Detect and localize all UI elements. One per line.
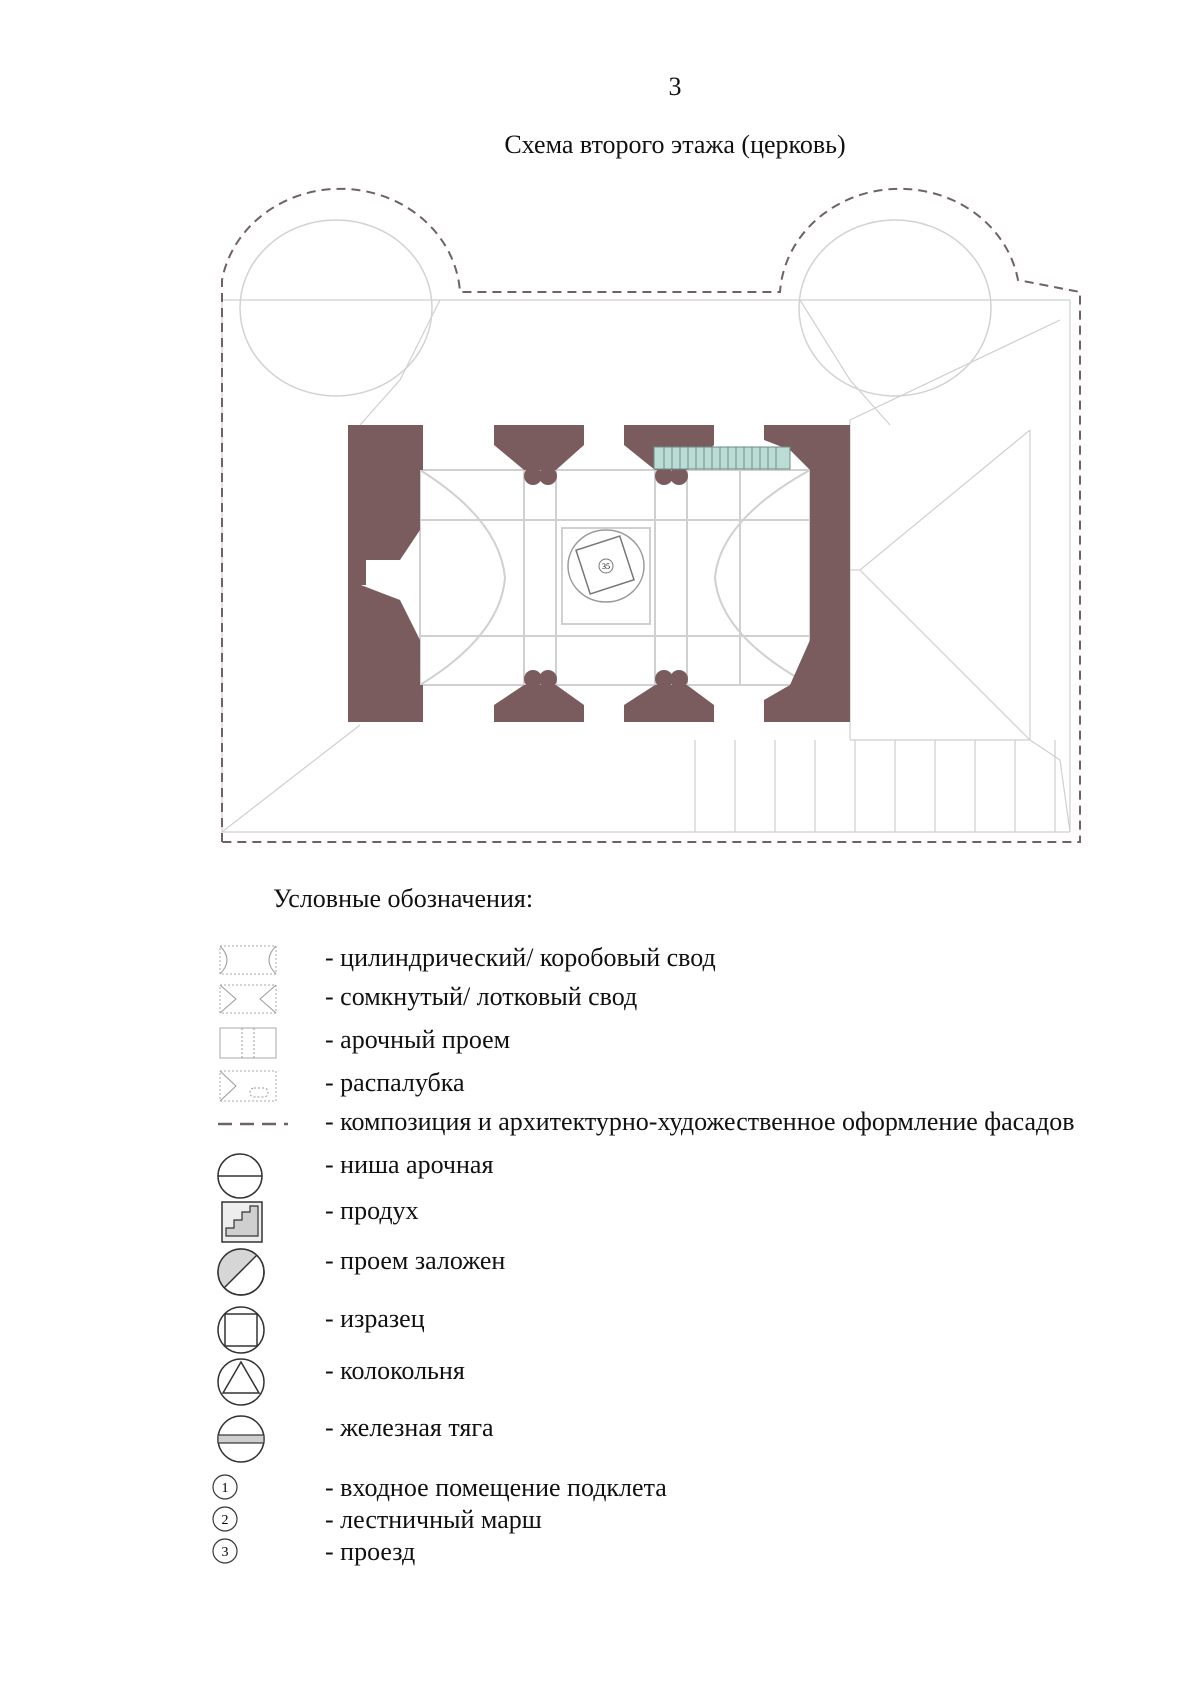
number-3-icon xyxy=(210,1537,250,1567)
legend-item-entry-room xyxy=(210,1473,1190,1507)
legend-label: - композиция и архитектурно-художественное оформление фасадов xyxy=(325,1107,1075,1136)
legend-item-blocked-opening xyxy=(210,1246,1190,1298)
nave-vault-lines xyxy=(420,470,810,685)
legend-label: - продух xyxy=(325,1196,419,1225)
number-1-text: 1 xyxy=(221,1481,229,1496)
bell-tower-icon xyxy=(210,1356,280,1408)
formwork-icon xyxy=(210,1068,280,1104)
tile-icon xyxy=(210,1304,280,1356)
right-circle-outline xyxy=(799,220,991,396)
legend-label: - сомкнутый/ лотковый свод xyxy=(325,982,638,1011)
legend-label: - арочный проем xyxy=(325,1025,511,1054)
vent-stairs-icon xyxy=(210,1196,280,1248)
medallion-number: 35 xyxy=(602,562,610,571)
legend-item-bell-tower xyxy=(210,1356,1190,1408)
legend-label: - проем заложен xyxy=(325,1246,506,1275)
number-2-icon xyxy=(210,1505,250,1535)
legend-item-passage xyxy=(210,1537,1190,1571)
blocked-opening-icon xyxy=(210,1246,280,1298)
legend-item-formwork xyxy=(210,1068,1190,1108)
legend-item-facade-line xyxy=(210,1107,1190,1147)
legend-item-arched-opening xyxy=(210,1025,1190,1065)
legend-label: - лестничный марш xyxy=(325,1505,542,1534)
legend-label: - изразец xyxy=(325,1304,425,1333)
legend-label: - проезд xyxy=(325,1537,416,1566)
closed-vault-icon xyxy=(210,982,280,1016)
iron-tie-icon xyxy=(210,1413,280,1465)
legend-label: - ниша арочная xyxy=(325,1150,494,1179)
legend-label: - распалубка xyxy=(325,1068,465,1097)
legend-label: - цилиндрический/ коробовый свод xyxy=(325,943,716,972)
stair-flight xyxy=(654,447,790,469)
page-number: 3 xyxy=(668,72,682,101)
cylindrical-vault-icon xyxy=(210,943,280,977)
legend-item-vent xyxy=(210,1196,1190,1248)
arched-opening-icon xyxy=(210,1025,280,1061)
second-floor-plan xyxy=(210,185,1090,865)
arched-niche-icon xyxy=(210,1150,280,1200)
number-1-icon xyxy=(210,1473,250,1503)
legend-label: - железная тяга xyxy=(325,1413,494,1442)
legend-item-tile xyxy=(210,1304,1190,1356)
legend-item-stair-flight xyxy=(210,1505,1190,1539)
number-2-text: 2 xyxy=(221,1513,229,1528)
legend-item-closed-vault xyxy=(210,982,1190,1022)
dashed-line-icon xyxy=(210,1107,290,1141)
page-title: Схема второго этажа (церковь) xyxy=(504,130,846,159)
number-3-text: 3 xyxy=(221,1545,229,1560)
medallion xyxy=(568,530,644,602)
legend-label: - входное помещение подклета xyxy=(325,1473,667,1502)
legend-heading: Условные обозначения: xyxy=(273,884,534,913)
legend-label: - колокольня xyxy=(325,1356,465,1385)
legend-item-arched-niche xyxy=(210,1150,1190,1200)
legend-item-iron-tie xyxy=(210,1413,1190,1465)
left-circle-outline xyxy=(240,220,432,396)
legend-item-cylindrical-vault xyxy=(210,943,1190,983)
